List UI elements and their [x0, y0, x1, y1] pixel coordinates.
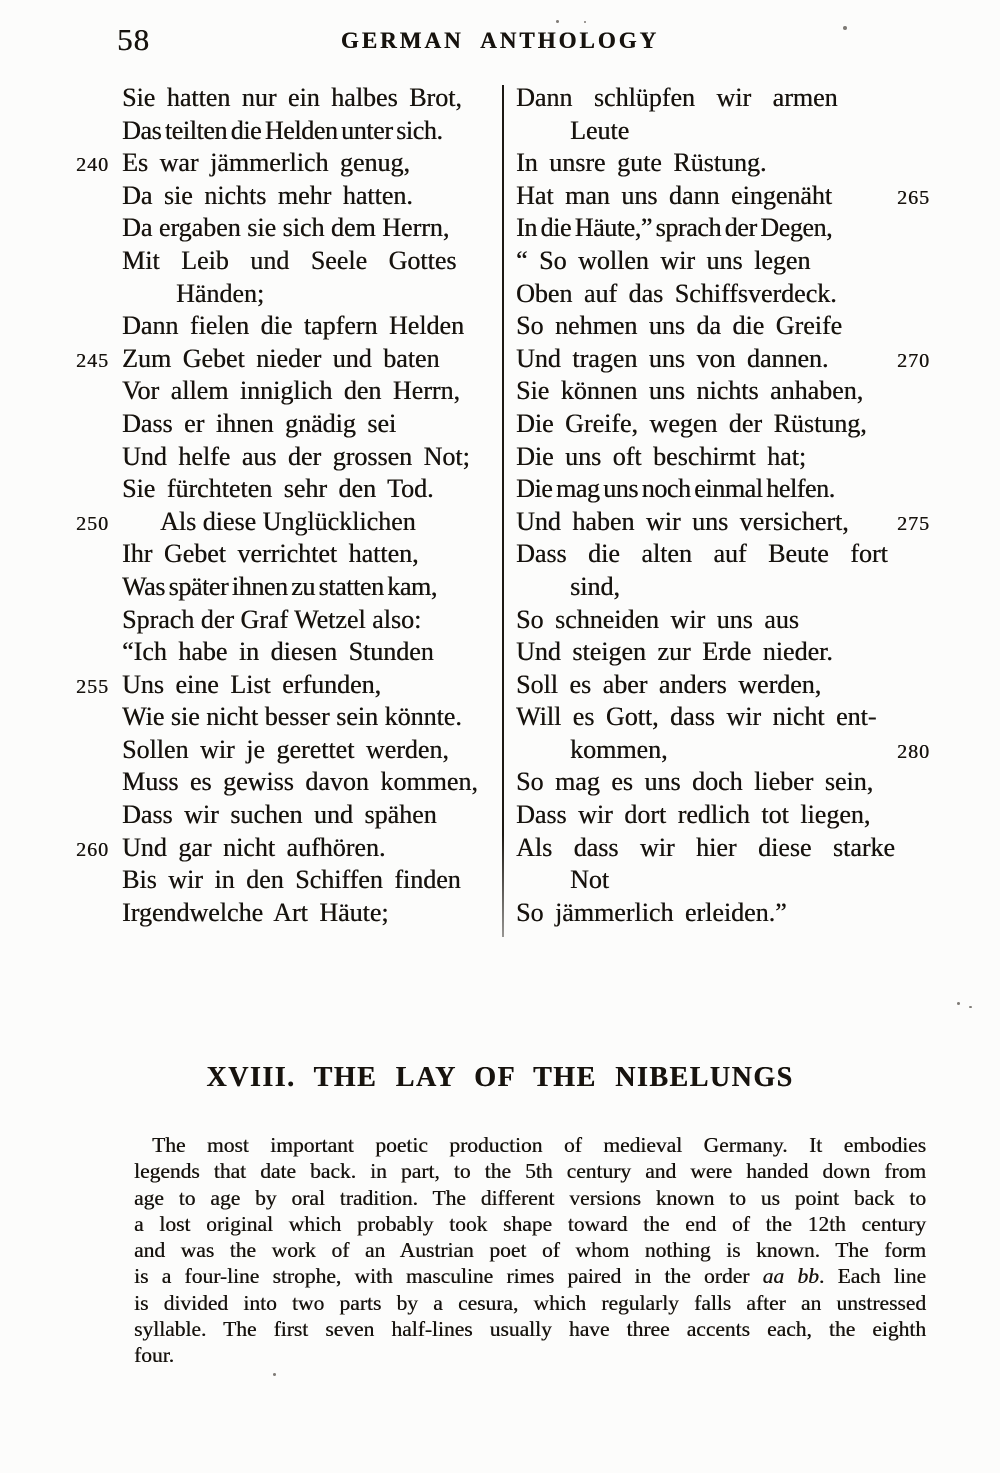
verse-text: Sie können uns nichts anhaben,: [516, 376, 864, 406]
poem-line: [122, 82, 494, 115]
poem-line: [122, 310, 494, 343]
verse-text: Und steigen zur Erde nieder.: [516, 637, 833, 667]
poem-line: [122, 212, 494, 245]
poem-line: [122, 766, 494, 799]
verse-text: Das teilten die Helden unter sich.: [122, 115, 443, 145]
poem-line: [122, 734, 494, 767]
page-number: 58: [117, 22, 150, 57]
verse-text: “ So wollen wir uns legen: [516, 245, 811, 275]
poem-line: [516, 212, 884, 245]
verse-text: Als dass wir hier diese starke: [516, 832, 895, 862]
scan-speck: [969, 1006, 972, 1008]
poem-line: [516, 701, 884, 734]
poem-line: [122, 538, 494, 571]
verse-text: Mit Leib und Seele Gottes: [122, 245, 457, 275]
poem-line: [516, 245, 884, 278]
poem-line: [516, 897, 884, 930]
poem-line: [516, 766, 884, 799]
verse-text: Die mag uns noch einmal helfen.: [516, 474, 835, 504]
verse-text: Dass wir dort redlich tot liegen,: [516, 800, 871, 830]
commentary-line: syllable. The first seven half-lines usually have three accents each, the eighth: [134, 1317, 926, 1342]
poem-line: [76, 343, 494, 376]
poem-line: [122, 701, 494, 734]
poem-line: [516, 506, 930, 539]
verse-text: Sie fürchteten sehr den Tod.: [122, 474, 434, 504]
verse-text: Händen;: [176, 278, 265, 308]
poem-line: [516, 604, 884, 637]
poem-section: [0, 82, 1000, 942]
poem-line: [516, 375, 884, 408]
poem-line: [516, 343, 930, 376]
poem-line: [122, 278, 494, 311]
verse-text: Sollen wir je gerettet werden,: [122, 734, 449, 764]
commentary-paragraph: [134, 1132, 926, 1369]
scan-speck: [843, 26, 847, 30]
poem-line: [516, 832, 895, 865]
poem-line: [516, 636, 884, 669]
verse-text: Und gar nicht aufhören.: [122, 832, 386, 862]
verse-line-number: 265: [897, 186, 930, 209]
commentary-line: The most important poetic production of medieval Germany. It embodies: [152, 1133, 926, 1157]
verse-text: So mag es uns doch lieber sein,: [516, 767, 874, 797]
verse-text: In unsre gute Rüstung.: [516, 148, 767, 178]
poem-line: [516, 82, 884, 115]
poem-line: [516, 115, 884, 148]
commentary-line: legends that date back. in part, to the 5th century and were handed down from: [134, 1159, 926, 1184]
poem-line: [122, 864, 494, 897]
verse-text: Will es Gott, dass wir nicht ent-: [516, 702, 877, 732]
poem-line: [122, 115, 494, 148]
poem-line: [516, 408, 884, 441]
verse-text: Wie sie nicht besser sein könnte.: [122, 702, 462, 732]
poem-line: [122, 799, 494, 832]
poem-line: [122, 571, 494, 604]
poem-line: [516, 799, 884, 832]
poem-line: [122, 897, 494, 930]
poem-line: [122, 473, 494, 506]
verse-text: kommen,: [570, 734, 668, 764]
scan-speck: [273, 1373, 276, 1376]
verse-text: Sie hatten nur ein halbes Brot,: [122, 83, 462, 112]
commentary-line: four.: [134, 1343, 175, 1368]
verse-line-number: 250: [76, 512, 109, 535]
poem-line: [122, 604, 494, 637]
verse-text: Als diese Unglücklichen: [160, 506, 416, 536]
verse-text: Irgendwelche Art Häute;: [122, 897, 389, 927]
verse-text: “Ich habe in diesen Stunden: [122, 637, 434, 667]
verse-text: Not: [570, 865, 609, 895]
commentary-line: is a four-line strophe, with masculine rimes paired in the order aa bb. Each line: [134, 1264, 926, 1289]
verse-text: Dass er ihnen gnädig sei: [122, 408, 397, 438]
section-heading: XVIII. THE LAY OF THE NIBELUNGS: [206, 1062, 794, 1093]
poem-line: [516, 734, 930, 767]
poem-left-column: [76, 82, 494, 929]
poem-line: [516, 571, 884, 604]
verse-text: Da ergaben sie sich dem Herrn,: [122, 213, 450, 243]
verse-text: Dann schlüpfen wir armen: [516, 83, 838, 112]
column-divider-rule: [502, 85, 504, 937]
verse-text: Was später ihnen zu statten kam,: [122, 571, 437, 601]
verse-text: Uns eine List erfunden,: [122, 669, 382, 699]
verse-text: Die Greife, wegen der Rüstung,: [516, 408, 867, 438]
verse-text: Dass wir suchen und spähen: [122, 800, 437, 830]
commentary-line: a lost original which probably took shape toward the end of the 12th century: [134, 1211, 926, 1236]
scan-speck: [556, 20, 559, 23]
verse-text: In die Häute,” sprach der Degen,: [516, 213, 833, 243]
verse-text: Da sie nichts mehr hatten.: [122, 180, 413, 210]
running-title: GERMAN ANTHOLOGY: [340, 28, 660, 53]
verse-text: Und haben wir uns versichert,: [516, 506, 849, 536]
verse-text: Oben auf das Schiffsverdeck.: [516, 278, 837, 308]
verse-line-number: 270: [897, 349, 930, 372]
verse-text: So schneiden wir uns aus: [516, 604, 799, 634]
verse-text: Und tragen uns von dannen.: [516, 343, 829, 373]
verse-text: Bis wir in den Schiffen finden: [122, 865, 461, 895]
poem-line: [76, 147, 494, 180]
scan-speck: [957, 1002, 960, 1005]
poem-line: [122, 408, 494, 441]
verse-line-number: 240: [76, 154, 109, 177]
poem-line: [516, 864, 884, 897]
commentary-line: age to age by oral tradition. The different versions known to us point back to: [134, 1185, 926, 1210]
poem-line: [76, 832, 494, 865]
verse-line-number: 245: [76, 349, 109, 372]
verse-text: Und helfe aus der grossen Not;: [122, 441, 470, 471]
poem-line: [516, 180, 930, 213]
verse-text: Dann fielen die tapfern Helden: [122, 311, 464, 341]
verse-text: Muss es gewiss davon kommen,: [122, 767, 478, 797]
verse-text: Dass die alten auf Beute fort: [516, 539, 888, 569]
verse-line-number: 255: [76, 675, 109, 698]
commentary-line: is divided into two parts by a cesura, which regularly falls after an unstressed: [134, 1290, 926, 1315]
verse-text: Ihr Gebet verrichtet hatten,: [122, 539, 419, 569]
verse-text: Soll es aber anders werden,: [516, 669, 822, 699]
poem-line: [122, 180, 494, 213]
verse-text: So nehmen uns da die Greife: [516, 311, 843, 341]
verse-line-number: 275: [897, 512, 930, 535]
verse-text: So jämmerlich erleiden.”: [516, 897, 787, 927]
poem-line: [516, 441, 884, 474]
verse-text: Die uns oft beschirmt hat;: [516, 441, 807, 471]
poem-line: [122, 636, 494, 669]
verse-text: Es war jämmerlich genug,: [122, 148, 410, 178]
poem-line: [516, 538, 888, 571]
scan-speck: [584, 21, 586, 23]
poem-line: [516, 310, 884, 343]
poem-line: [122, 245, 494, 278]
verse-text: Leute: [570, 115, 630, 145]
poem-line: [122, 441, 494, 474]
poem-line: [516, 669, 884, 702]
poem-line: [516, 147, 884, 180]
verse-text: sind,: [570, 571, 620, 601]
poem-line: [76, 669, 494, 702]
verse-text: Vor allem inniglich den Herrn,: [122, 376, 460, 406]
verse-line-number: 260: [76, 838, 109, 861]
poem-line: [516, 473, 884, 506]
commentary-line: and was the work of an Austrian poet of whom nothing is known. The form: [134, 1238, 926, 1263]
verse-text: Sprach der Graf Wetzel also:: [122, 604, 422, 634]
poem-line: [516, 278, 884, 311]
verse-line-number: 280: [897, 740, 930, 763]
poem-right-column: [516, 82, 930, 929]
verse-text: Zum Gebet nieder und baten: [122, 343, 440, 373]
verse-text: Hat man uns dann eingenäht: [516, 180, 833, 210]
poem-line: [76, 506, 494, 539]
poem-line: [122, 375, 494, 408]
